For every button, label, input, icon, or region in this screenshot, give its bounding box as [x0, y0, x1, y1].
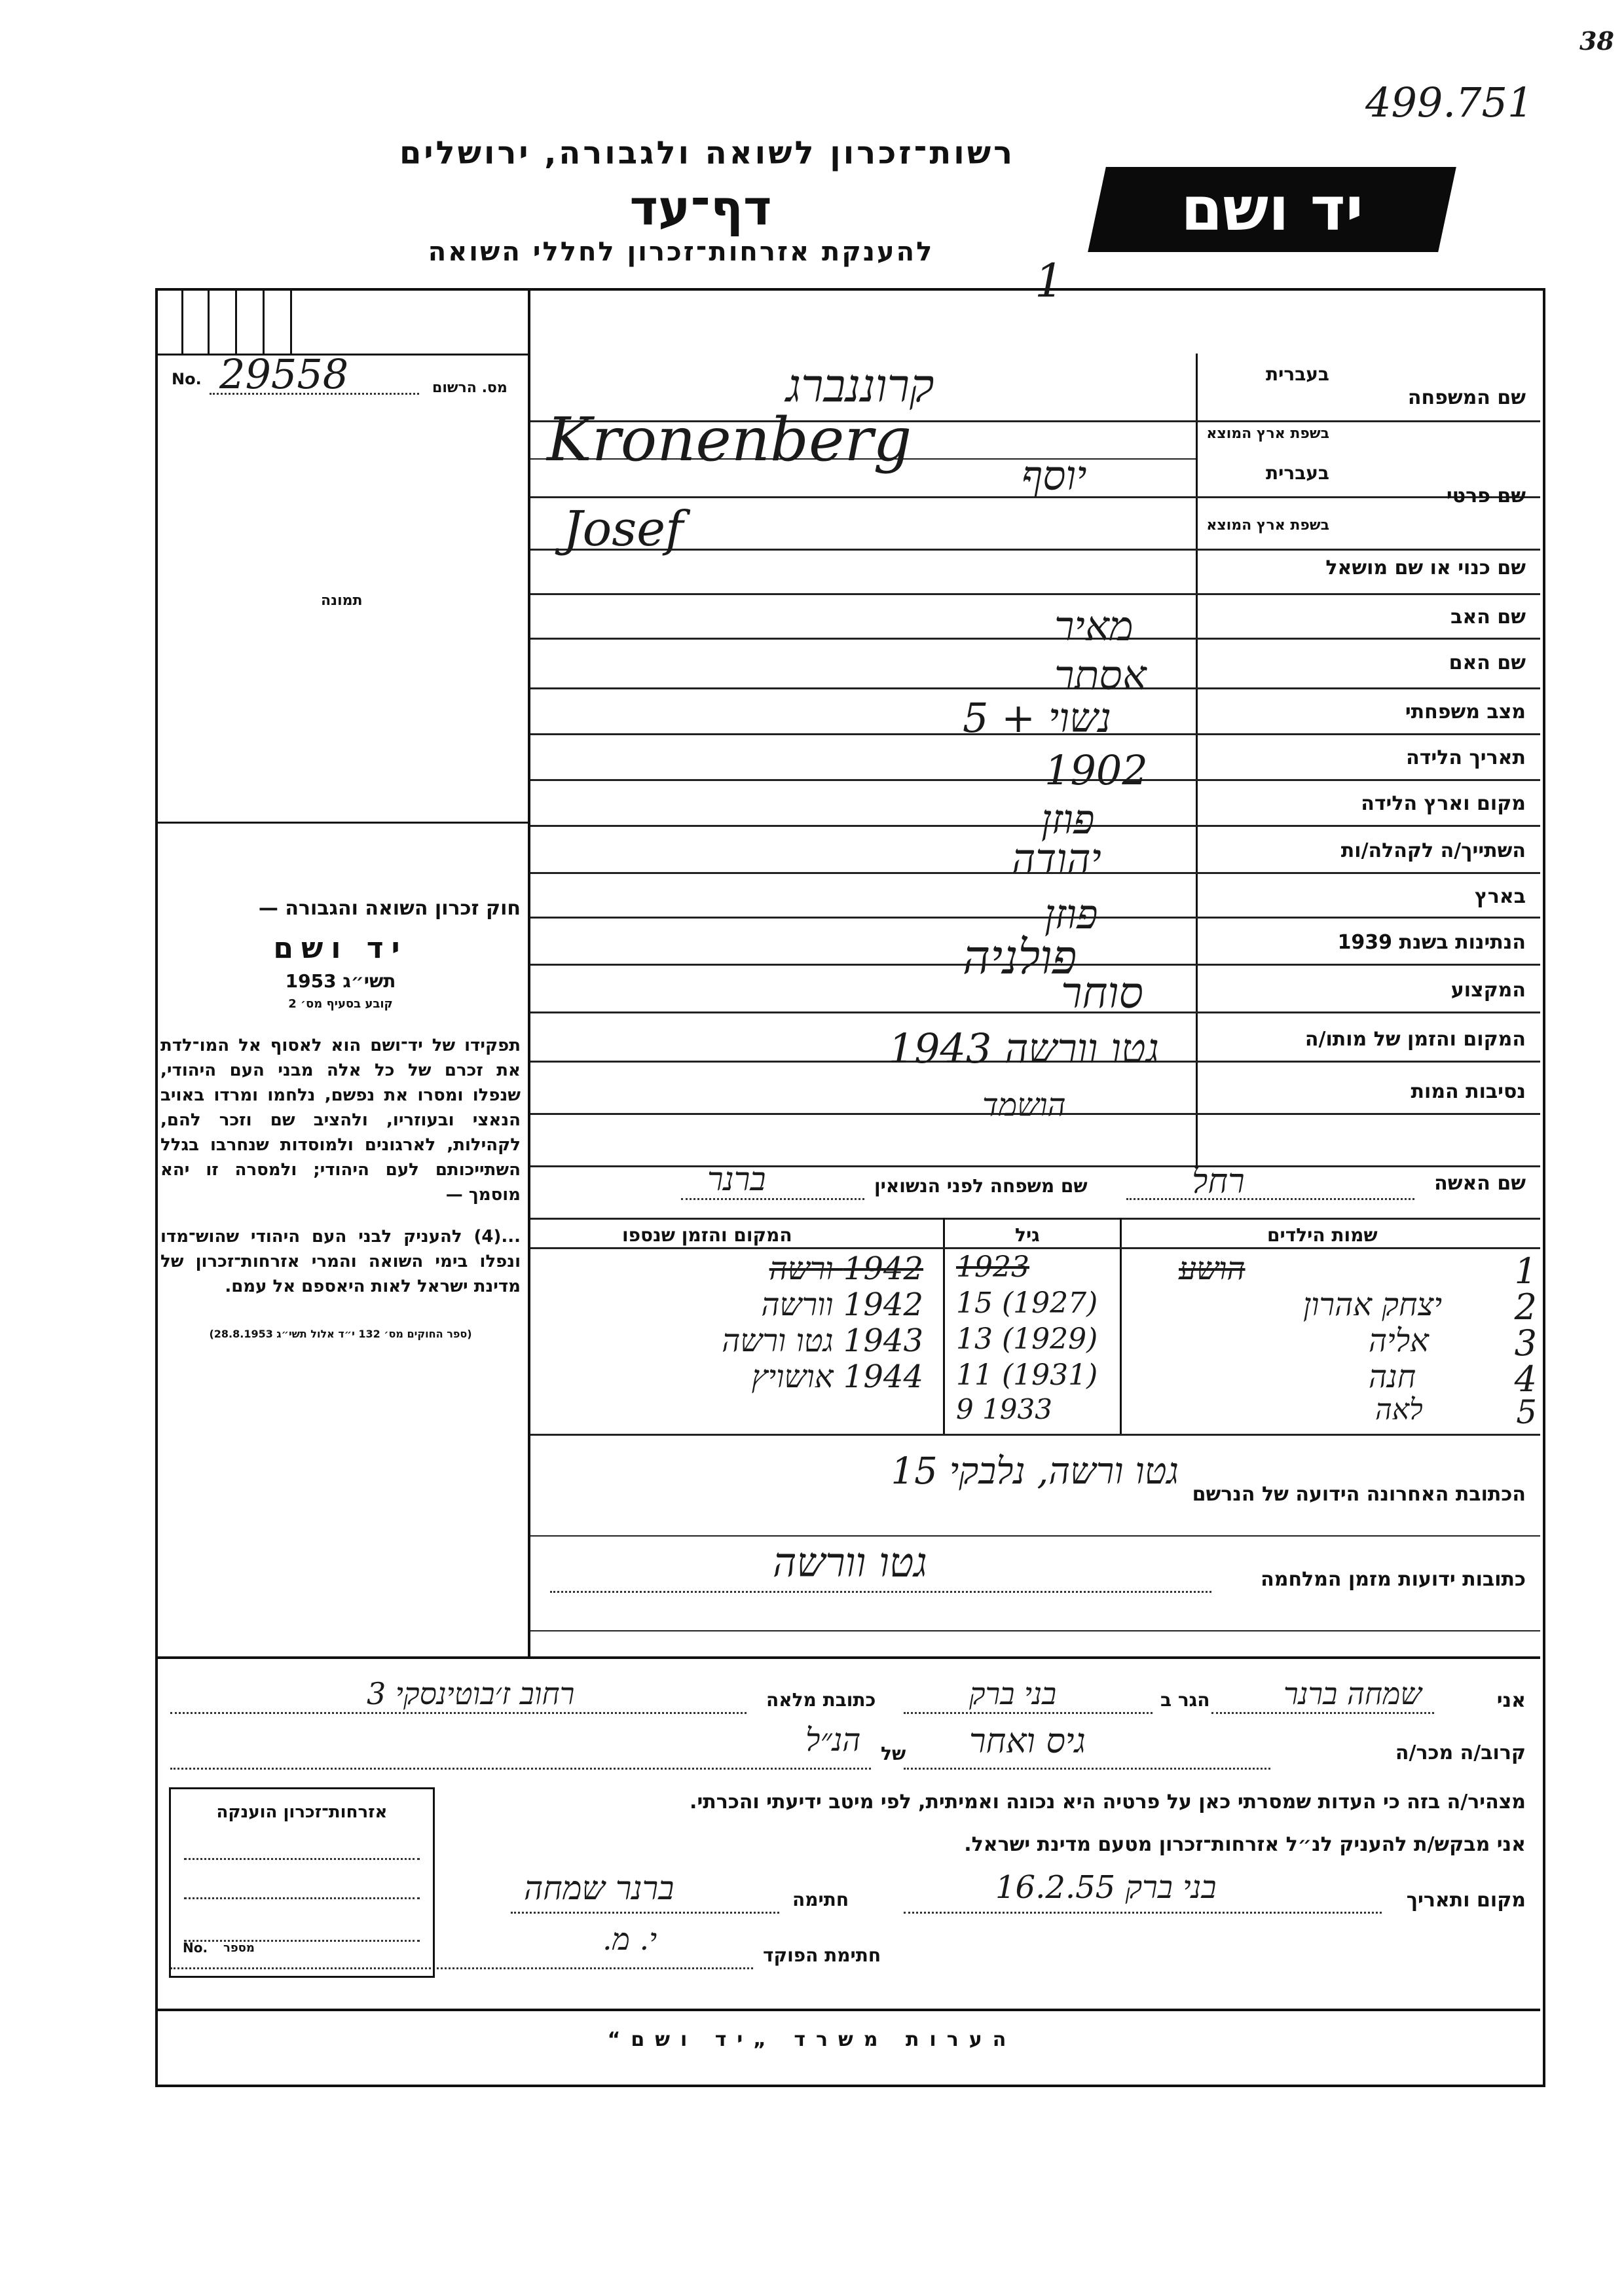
mother-label: שם האם	[1449, 651, 1526, 674]
child-marker: 4	[1514, 1358, 1537, 1400]
relation-label: קרוב/ה מכר/ה	[1395, 1741, 1526, 1764]
label-column-divider	[1196, 354, 1198, 1165]
officer-signature-value[interactable]: י. מ.	[602, 1922, 657, 1957]
table-row	[530, 1322, 1540, 1364]
place-date-value[interactable]: בני ברק 16.2.55	[995, 1869, 1217, 1906]
stamp-no-label: No.	[183, 1940, 208, 1956]
maiden-name-label: שם משפחה לפני הנשואין	[874, 1175, 1088, 1197]
law-year: תשי״ג 1953	[285, 970, 396, 992]
stamp-number-label: מספר	[223, 1941, 255, 1955]
child-name[interactable]: הושע	[1179, 1250, 1246, 1287]
first-name-hebrew[interactable]: יוסף	[1022, 452, 1087, 500]
children-age-header: גיל	[1015, 1224, 1040, 1246]
child-place[interactable]: 1942 ורשה	[769, 1250, 923, 1287]
family-name-label: שם המשפחה	[1407, 386, 1526, 409]
family-name-native[interactable]: Kronenberg	[547, 405, 912, 475]
law-paragraph-1: תפקידו של יד־ושם הוא לאסוף אל המו־לדת את זכרם של כל אלה מבני העם היהודי, שנפלו ומסרו את נפשם, נלחמו ומרדו באויב הנאצי ובעוזריו, ולהציב שם וזכר להם, לקהילות, לארגונים ולמוסדות שנחרבו בגלל השתייכותם לעם היהודי; ולמסרה זו יהא מוסמך —	[160, 1036, 521, 1205]
family-name-hebrew[interactable]: קרוננברג	[786, 359, 934, 412]
logo-text: יד ושם	[1181, 174, 1363, 244]
father-label: שם האב	[1450, 606, 1526, 629]
top-boxes	[155, 288, 530, 354]
law-clause: קובע בסעיף מס׳ 2	[288, 997, 393, 1011]
declarant-address-label: כתובת מלאה	[766, 1689, 876, 1711]
mother-value[interactable]: אסתר	[1054, 651, 1147, 699]
relation-of-label: של	[881, 1743, 906, 1764]
child-place[interactable]: 1942 וורשה	[761, 1286, 923, 1323]
child-marker: 3	[1514, 1322, 1537, 1364]
country-label: בארץ	[1474, 885, 1526, 908]
memorial-citizenship-box	[169, 1787, 435, 1978]
office-remarks: הערות משרד „יד ושם“	[607, 2028, 1017, 2051]
country-value[interactable]: פוזן	[1044, 890, 1098, 938]
first-name-native-sublabel: בשפת ארץ המוצא	[1206, 517, 1329, 534]
wartime-address-label: כתובות ידועות מזמן המלחמה	[1261, 1568, 1526, 1591]
law-source: (ספר החוקים מס׳ 132 י״ד אלול תשי״ג 28.8.1953)	[209, 1328, 472, 1340]
yad-vashem-logo	[1088, 167, 1456, 252]
photo-divider	[155, 822, 530, 824]
declarant-resides-label: הגר ב	[1160, 1689, 1210, 1711]
death-circumstances-label: נסיבות המות	[1411, 1080, 1526, 1103]
table-row	[530, 1358, 1540, 1400]
child-age[interactable]: 15 (1927)	[956, 1286, 1098, 1320]
child-age[interactable]: 1923	[956, 1250, 1029, 1284]
community-value[interactable]: יהודה	[1012, 835, 1101, 883]
birth-place-label: מקום וארץ הלידה	[1361, 792, 1526, 815]
registration-number[interactable]: 29558	[219, 350, 349, 398]
children-rows	[530, 1250, 1540, 1431]
child-age[interactable]: 11 (1931)	[956, 1358, 1098, 1392]
declaration-line-1: מצהיר/ה בזה כי העדות שמסרתי כאן על פרטיה היא נכונה ואמיתית, לפי מיטב ידיעתי והכרתי.	[690, 1791, 1526, 1813]
child-age[interactable]: 13 (1929)	[956, 1322, 1098, 1356]
death-place-value[interactable]: גטו וורשה 1943	[888, 1025, 1159, 1072]
declaration-line-2: אני מבקש/ת להעניק לנ״ל אזרחות־זכרון מטעם מדינת ישראל.	[964, 1833, 1526, 1856]
registration-dots	[210, 393, 419, 395]
signature-label: חתימה	[792, 1889, 849, 1910]
wife-label: שם האשה	[1434, 1172, 1526, 1195]
birth-date-label: תאריך הלידה	[1406, 746, 1526, 769]
birth-date-value[interactable]: 1902	[1044, 746, 1148, 794]
law-heading: חוק זכרון השואה והגבורה —	[258, 897, 521, 920]
child-marker: 1	[1514, 1250, 1537, 1292]
maiden-name-value[interactable]: ברנר	[707, 1160, 766, 1198]
children-place-header: המקום והזמן שנספו	[622, 1224, 792, 1246]
marital-value[interactable]: נשוי + 5	[963, 694, 1111, 742]
nickname-label: שם כנוי או שם מושאל	[1325, 556, 1526, 579]
declarant-i-label: אני	[1496, 1689, 1526, 1712]
child-name[interactable]: לאה	[1375, 1393, 1423, 1427]
last-address-label: הכתובת האחרונה הידועה של הנרשם	[1192, 1483, 1526, 1506]
top-mark: 1	[1035, 254, 1064, 308]
profession-value[interactable]: סוחר	[1061, 968, 1143, 1018]
citizenship-value[interactable]: פולניה	[963, 930, 1077, 985]
child-name[interactable]: אליה	[1369, 1322, 1429, 1359]
family-name-hebrew-sublabel: בעברית	[1265, 363, 1329, 385]
child-marker: 2	[1514, 1286, 1537, 1328]
law-paragraph-2: ...(4) להעניק לבני העם היהודי שהוש־מדו ונפלו בימי השואה והמרי אזרחות־זכרון של מדינת ישראל לאות היאספם אל עמם.	[160, 1227, 521, 1296]
marital-label: מצב משפחתי	[1405, 701, 1526, 723]
child-name[interactable]: יצחק אהרון	[1303, 1286, 1443, 1323]
table-row	[530, 1250, 1540, 1292]
law-title: יד ושם	[273, 932, 408, 965]
relation-of-value[interactable]: הנ״ל	[805, 1722, 861, 1758]
child-place[interactable]: 1944 אושויץ	[751, 1358, 923, 1395]
photo-label: תמונה	[321, 592, 363, 609]
family-name-native-sublabel: בשפת ארץ המוצא	[1206, 426, 1329, 442]
authority-line: רשות־זכרון לשואה ולגבורה, ירושלים	[399, 135, 1016, 172]
first-name-native[interactable]: Josef	[563, 501, 684, 557]
form-title: דף־עד	[629, 180, 772, 236]
death-place-label: המקום והזמן של מותו/ה	[1304, 1028, 1526, 1051]
wife-value[interactable]: רחל	[1192, 1162, 1245, 1201]
community-label: השתייך/ה לקהלה/ות	[1340, 839, 1526, 862]
profession-label: המקצוע	[1450, 979, 1526, 1002]
first-name-label: שם פרטי	[1446, 484, 1526, 507]
file-number: 499.751	[1365, 79, 1534, 126]
signature-value[interactable]: ברנר שמחה	[524, 1869, 674, 1907]
registration-label: מס. הרשום	[432, 380, 507, 396]
place-date-label: מקום ותאריך	[1406, 1889, 1526, 1912]
citizenship-label: הנתינות בשנת 1939	[1337, 931, 1526, 954]
relation-value[interactable]: גיס ואחר	[969, 1722, 1086, 1761]
first-name-hebrew-sublabel: בעברית	[1265, 462, 1329, 484]
declarant-name[interactable]: שמחה ברנר	[1283, 1676, 1422, 1711]
registration-no-label: No.	[172, 370, 202, 388]
left-column-divider	[528, 288, 530, 1656]
wartime-address-value[interactable]: גטו וורשה	[773, 1539, 927, 1586]
declarant-resides[interactable]: בני ברק	[969, 1676, 1057, 1711]
declarant-divider	[155, 1656, 1540, 1659]
children-names-header: שמות הילדים	[1267, 1224, 1378, 1246]
table-row	[530, 1286, 1540, 1328]
stamp-box-title: אזרחות־זכרון הוענקה	[216, 1802, 388, 1822]
law-box	[160, 897, 521, 1340]
birth-place-value[interactable]: פוזן	[1041, 795, 1095, 843]
form-subtitle: להענקת אזרחות־זכרון לחללי השואה	[428, 237, 934, 267]
last-address-value[interactable]: גטו ורשה, נלבקי 15	[891, 1450, 1179, 1493]
child-age[interactable]: 9 1933	[956, 1393, 1052, 1425]
child-name[interactable]: חנה	[1369, 1358, 1416, 1395]
death-circumstances-value[interactable]: הושמד	[982, 1087, 1066, 1123]
officer-signature-label: חתימת הפוקד	[763, 1944, 881, 1966]
table-row	[530, 1393, 1540, 1431]
declarant-address[interactable]: רחוב ז׳בוטינסקי 3	[367, 1676, 575, 1711]
corner-mark: 38	[1579, 26, 1614, 56]
father-value[interactable]: מאיר	[1054, 602, 1134, 650]
child-place[interactable]: 1943 גטו ורשה	[722, 1322, 923, 1359]
child-marker: 5	[1516, 1393, 1537, 1431]
footer-divider	[155, 2009, 1540, 2011]
